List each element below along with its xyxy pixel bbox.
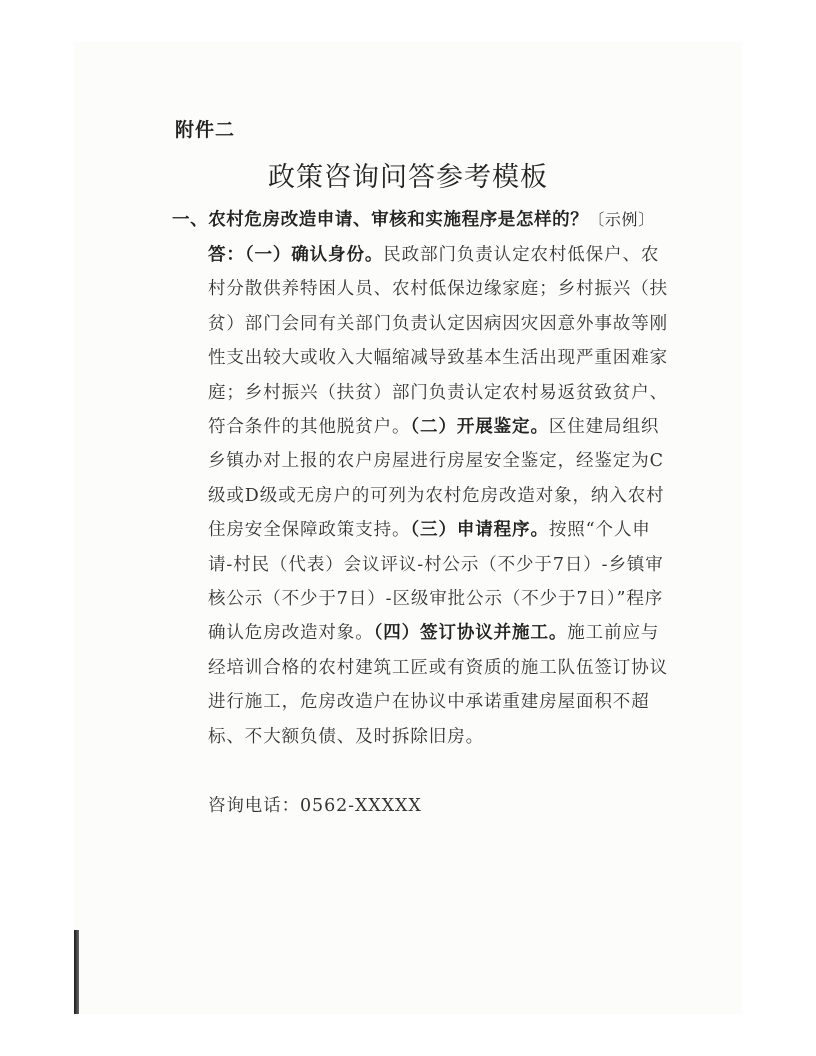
question-heading	[172, 206, 655, 231]
answer-prefix: 答：	[208, 245, 245, 265]
section-heading: （一）确认身份。	[244, 245, 384, 265]
example-tag: 〔示例〕	[588, 210, 655, 229]
answer-body	[172, 238, 672, 754]
section-body: 区住建局组织乡镇办对上报的农户房屋进行房屋安全鉴定，经鉴定为C级或D级或无房户的可列为农村危房改造对象，纳入农村住房安全保障政策支持。	[208, 417, 665, 541]
answer-paragraph	[172, 238, 672, 754]
page-title: 政策咨询问答参考模板	[268, 162, 548, 193]
attachment-label: 附件二	[175, 119, 236, 141]
section-body: 施工前应与经培训合格的农村建筑工匠或有资质的施工队伍签订协议进行施工，危房改造户在协议中承诺重建房屋面积不超标、不大额负债、及时拆除旧房。	[208, 623, 668, 747]
section-body: 按照“个人申请-村民（代表）会议评议-村公示（不少于7日）-乡镇审核公示（不少于7日）-区级审批公示（不少于7日）”程序确认危房改造对象。	[208, 520, 664, 644]
section-body: 民政部门负责认定农村低保户、农村分散供养特困人员、农村低保边缘家庭；乡村振兴（扶贫）部门会同有关部门负责认定因病因灾因意外事故等刚性支出较大或收入大幅缩减导致基本生活出现严重困难家庭；乡村振兴（扶贫）部门负责认定农村易返贫致贫户、符合条件的其他脱贫户。	[208, 245, 668, 438]
scan-edge-shadow	[74, 930, 79, 1014]
contact-phone: 咨询电话：0562-XXXXX	[208, 796, 422, 816]
section-heading: （四）签订协议并施工。	[373, 623, 568, 644]
section-heading: （三）申请程序。	[410, 520, 549, 541]
question-text: 一、农村危房改造申请、审核和实施程序是怎样的？	[172, 210, 589, 230]
section-heading: （二）开展鉴定。	[410, 417, 549, 438]
